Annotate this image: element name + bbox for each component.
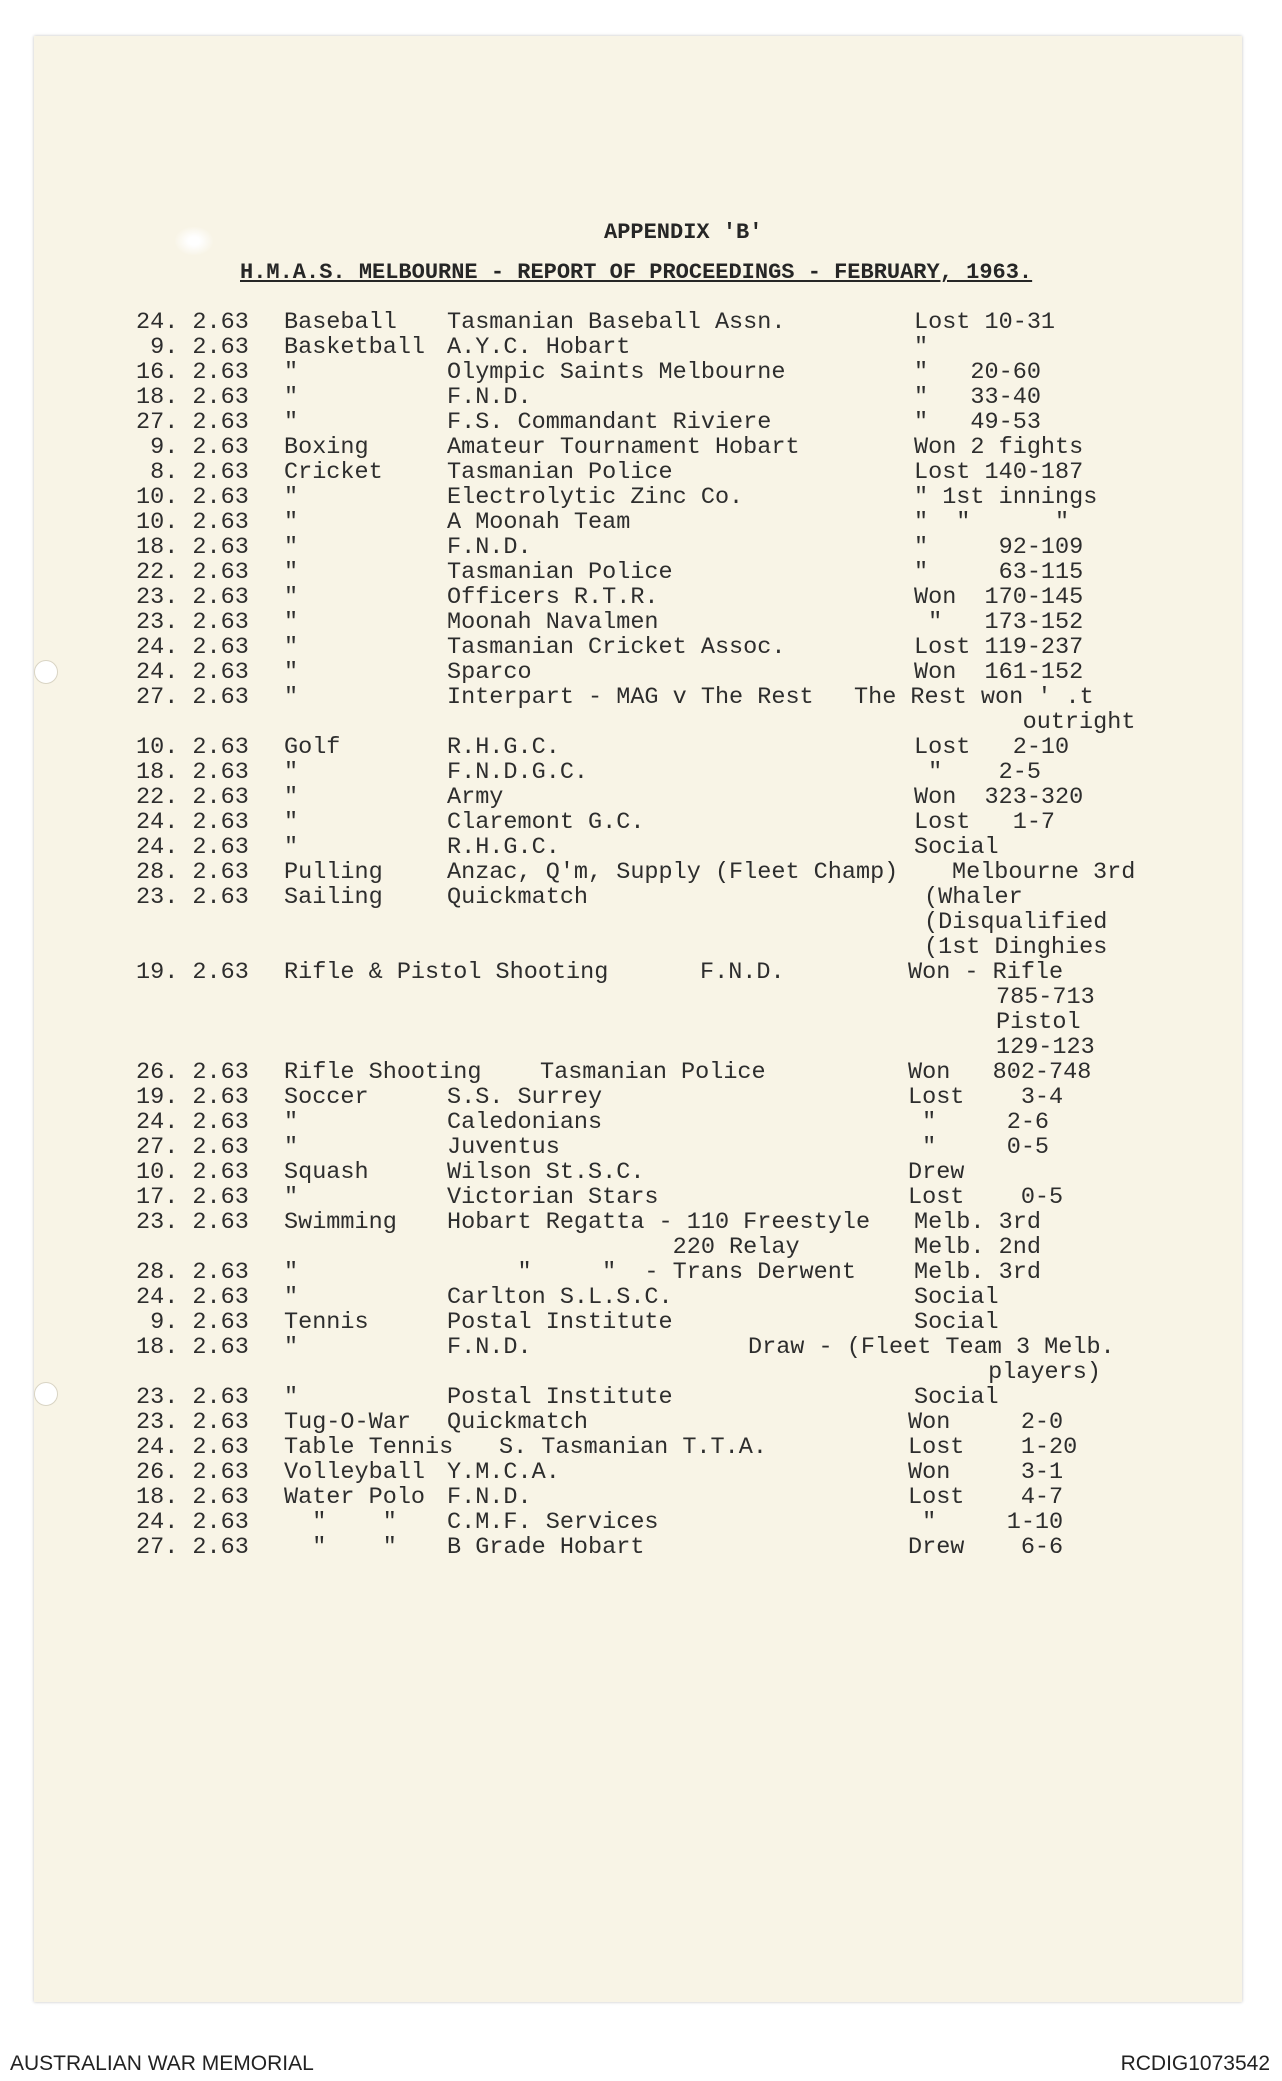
date-cell: 10. 2.63: [136, 734, 249, 761]
report-title: H.M.A.S. MELBOURNE - REPORT OF PROCEEDINGS - FEBRUARY, 1963.: [240, 260, 1033, 285]
date-cell: 23. 2.63: [136, 584, 249, 611]
table-row: [0, 935, 1282, 960]
table-row: [0, 1110, 1282, 1135]
sport-cell: ": [284, 509, 299, 536]
table-row: [0, 1085, 1282, 1110]
sport-cell: ": [284, 634, 299, 661]
table-row: [0, 435, 1282, 460]
sport-cell: Tug-O-War: [284, 1409, 411, 1436]
date-cell: 10. 2.63: [136, 1159, 249, 1186]
result-cell: Won 323-320: [914, 784, 1084, 811]
opponent-cell: Quickmatch: [447, 884, 589, 911]
table-row: [0, 710, 1282, 735]
opponent-cell: Carlton S.L.S.C.: [447, 1284, 673, 1311]
result-cell: Drew 6-6: [908, 1534, 1064, 1561]
date-cell: 16. 2.63: [136, 359, 249, 386]
date-cell: 23. 2.63: [136, 1384, 249, 1411]
result-cell: Lost 4-7: [908, 1484, 1064, 1511]
opponent-cell: Tasmanian Police: [540, 1059, 766, 1086]
result-cell: Lost 140-187: [914, 459, 1084, 486]
result-cell: Lost 119-237: [914, 634, 1084, 661]
date-cell: 19. 2.63: [136, 1084, 249, 1111]
opponent-cell: Quickmatch: [447, 1409, 589, 1436]
result-cell: ": [914, 334, 929, 361]
table-row: [0, 1060, 1282, 1085]
opponent-cell: Postal Institute: [447, 1309, 673, 1336]
opponent-cell: S. Tasmanian T.T.A.: [499, 1434, 767, 1461]
sport-cell: ": [284, 809, 299, 836]
sport-cell: ": [284, 1334, 299, 1361]
result-cell: players): [974, 1359, 1101, 1386]
date-cell: 23. 2.63: [136, 1209, 249, 1236]
date-cell: 17. 2.63: [136, 1184, 249, 1211]
result-cell: Social: [914, 1284, 999, 1311]
table-row: [0, 1260, 1282, 1285]
opponent-cell: F.N.D.G.C.: [447, 759, 589, 786]
opponent-cell: Claremont G.C.: [447, 809, 645, 836]
result-cell: " 63-115: [914, 559, 1084, 586]
result-cell: Won - Rifle: [908, 959, 1064, 986]
opponent-cell: Caledonians: [447, 1109, 603, 1136]
result-cell: (Disqualified: [924, 909, 1108, 936]
sport-cell: Pulling: [284, 859, 383, 886]
table-row: [0, 1135, 1282, 1160]
opponent-cell: Hobart Regatta - 110 Freestyle: [447, 1209, 871, 1236]
archive-reference: RCDIG1073542: [1120, 2052, 1270, 2075]
date-cell: 26. 2.63: [136, 1059, 249, 1086]
table-row: [0, 1360, 1282, 1385]
table-row: [0, 1160, 1282, 1185]
opponent-cell: Y.M.C.A.: [447, 1459, 560, 1486]
opponent-cell: Moonah Navalmen: [447, 609, 659, 636]
date-cell: 18. 2.63: [136, 759, 249, 786]
date-cell: 24. 2.63: [136, 634, 249, 661]
date-cell: 24. 2.63: [136, 1109, 249, 1136]
sport-cell: ": [284, 1109, 299, 1136]
sport-cell: ": [284, 584, 299, 611]
result-cell: Melb. 3rd: [914, 1209, 1041, 1236]
result-cell: Won 170-145: [914, 584, 1084, 611]
result-cell: " 33-40: [914, 384, 1041, 411]
sport-cell: ": [284, 1259, 299, 1286]
date-cell: 24. 2.63: [136, 1509, 249, 1536]
result-cell: The Rest won ' .t: [854, 684, 1094, 711]
date-cell: 26. 2.63: [136, 1459, 249, 1486]
date-cell: 9. 2.63: [136, 434, 249, 461]
result-cell: Pistol: [996, 1009, 1081, 1036]
result-cell: Won 2-0: [908, 1409, 1064, 1436]
table-row: [0, 785, 1282, 810]
result-cell: Social: [914, 1309, 999, 1336]
date-cell: 18. 2.63: [136, 1334, 249, 1361]
result-cell: " 92-109: [914, 534, 1084, 561]
opponent-cell: F.N.D.: [447, 384, 532, 411]
sport-cell: Golf: [284, 734, 341, 761]
date-cell: 23. 2.63: [136, 1409, 249, 1436]
result-cell: Won 3-1: [908, 1459, 1064, 1486]
sport-cell: Cricket: [284, 459, 383, 486]
result-cell: " 1st innings: [914, 484, 1098, 511]
result-cell: " 2-5: [914, 759, 1041, 786]
date-cell: 10. 2.63: [136, 509, 249, 536]
table-row: [0, 385, 1282, 410]
table-row: [0, 1035, 1282, 1060]
sport-cell: ": [284, 834, 299, 861]
date-cell: 22. 2.63: [136, 559, 249, 586]
table-row: [0, 1460, 1282, 1485]
paper-mark: [174, 226, 214, 256]
opponent-cell: R.H.G.C.: [447, 734, 560, 761]
result-cell: " 173-152: [914, 609, 1084, 636]
result-cell: Lost 3-4: [908, 1084, 1064, 1111]
table-row: [0, 1185, 1282, 1210]
opponent-cell: Amateur Tournament Hobart: [447, 434, 800, 461]
date-cell: 24. 2.63: [136, 1284, 249, 1311]
opponent-cell: B Grade Hobart: [447, 1534, 645, 1561]
sport-cell: Swimming: [284, 1209, 397, 1236]
opponent-cell: Tasmanian Baseball Assn.: [447, 309, 786, 336]
table-row: [0, 460, 1282, 485]
table-row: [0, 885, 1282, 910]
sport-cell: ": [284, 1284, 299, 1311]
date-cell: 27. 2.63: [136, 684, 249, 711]
sport-cell: ": [284, 609, 299, 636]
sport-cell: Sailing: [284, 884, 383, 911]
table-row: [0, 1385, 1282, 1410]
sport-cell: ": [284, 359, 299, 386]
appendix-heading: APPENDIX 'B': [604, 220, 763, 245]
date-cell: 27. 2.63: [136, 1534, 249, 1561]
table-row: [0, 735, 1282, 760]
result-cell: " 49-53: [914, 409, 1041, 436]
result-cell: " 0-5: [908, 1134, 1050, 1161]
sport-cell: " ": [284, 1534, 397, 1561]
table-row: [0, 1285, 1282, 1310]
table-row: [0, 1010, 1282, 1035]
sport-cell: ": [284, 384, 299, 411]
table-row: [0, 1510, 1282, 1535]
result-cell: Lost 1-20: [908, 1434, 1078, 1461]
date-cell: 24. 2.63: [136, 309, 249, 336]
date-cell: 24. 2.63: [136, 1434, 249, 1461]
result-cell: Melb. 2nd: [914, 1234, 1041, 1261]
result-cell: Lost 2-10: [914, 734, 1070, 761]
table-row: [0, 1235, 1282, 1260]
opponent-cell: Officers R.T.R.: [447, 584, 659, 611]
result-cell: Won 161-152: [914, 659, 1084, 686]
result-note-cell: Draw - (Fleet Team 3 Melb.: [748, 1334, 1115, 1361]
result-cell: 785-713: [996, 984, 1095, 1011]
table-row: [0, 910, 1282, 935]
opponent-cell: C.M.F. Services: [447, 1509, 659, 1536]
sport-cell: " ": [284, 1509, 397, 1536]
table-row: [0, 1410, 1282, 1435]
date-cell: 18. 2.63: [136, 534, 249, 561]
table-row: [0, 1535, 1282, 1560]
table-row: [0, 835, 1282, 860]
date-cell: 22. 2.63: [136, 784, 249, 811]
opponent-cell: Anzac, Q'm, Supply (Fleet Champ): [447, 859, 899, 886]
table-row: [0, 635, 1282, 660]
date-cell: 18. 2.63: [136, 1484, 249, 1511]
table-row: [0, 1435, 1282, 1460]
opponent-cell: F.N.D.: [700, 959, 785, 986]
sport-cell: Rifle & Pistol Shooting: [284, 959, 609, 986]
sport-cell: ": [284, 409, 299, 436]
table-row: [0, 485, 1282, 510]
date-cell: 28. 2.63: [136, 1259, 249, 1286]
opponent-cell: " " - Trans Derwent: [447, 1259, 856, 1286]
table-row: [0, 610, 1282, 635]
date-cell: 9. 2.63: [136, 334, 249, 361]
table-row: [0, 585, 1282, 610]
table-row: [0, 860, 1282, 885]
sport-cell: Soccer: [284, 1084, 369, 1111]
table-row: [0, 510, 1282, 535]
table-row: [0, 810, 1282, 835]
table-row: [0, 1210, 1282, 1235]
sport-cell: Table Tennis: [284, 1434, 454, 1461]
sport-cell: Rifle Shooting: [284, 1059, 482, 1086]
opponent-cell: F.N.D.: [447, 534, 532, 561]
opponent-cell: R.H.G.C.: [447, 834, 560, 861]
sport-cell: Basketball: [284, 334, 426, 361]
sport-cell: ": [284, 684, 299, 711]
date-cell: 10. 2.63: [136, 484, 249, 511]
result-cell: 129-123: [996, 1034, 1095, 1061]
opponent-cell: Interpart - MAG v The Rest: [447, 684, 814, 711]
result-cell: Lost 0-5: [908, 1184, 1064, 1211]
result-cell: Social: [914, 1384, 999, 1411]
result-cell: Won 802-748: [908, 1059, 1092, 1086]
opponent-cell: F.N.D.: [447, 1334, 532, 1361]
date-cell: 27. 2.63: [136, 1134, 249, 1161]
result-cell: " 1-10: [908, 1509, 1064, 1536]
opponent-cell: Postal Institute: [447, 1384, 673, 1411]
result-cell: Drew: [908, 1159, 965, 1186]
result-cell: outright: [938, 709, 1136, 736]
sport-cell: Baseball: [284, 309, 397, 336]
opponent-cell: A Moonah Team: [447, 509, 631, 536]
date-cell: 8. 2.63: [136, 459, 249, 486]
result-cell: Melb. 3rd: [914, 1259, 1041, 1286]
date-cell: 9. 2.63: [136, 1309, 249, 1336]
archive-credit: AUSTRALIAN WAR MEMORIAL: [10, 2052, 314, 2075]
table-row: [0, 310, 1282, 335]
table-row: [0, 560, 1282, 585]
opponent-cell: Tasmanian Police: [447, 559, 673, 586]
result-cell: Won 2 fights: [914, 434, 1084, 461]
opponent-cell: Electrolytic Zinc Co.: [447, 484, 744, 511]
sport-cell: ": [284, 534, 299, 561]
sport-cell: ": [284, 784, 299, 811]
opponent-cell: S.S. Surrey: [447, 1084, 603, 1111]
opponent-cell: Tasmanian Cricket Assoc.: [447, 634, 786, 661]
date-cell: 18. 2.63: [136, 384, 249, 411]
opponent-cell: Wilson St.S.C.: [447, 1159, 645, 1186]
table-row: [0, 335, 1282, 360]
opponent-cell: F.N.D.: [447, 1484, 532, 1511]
result-cell: " " ": [914, 509, 1070, 536]
date-cell: 19. 2.63: [136, 959, 249, 986]
sport-cell: ": [284, 1184, 299, 1211]
result-cell: Melbourne 3rd: [952, 859, 1136, 886]
date-cell: 23. 2.63: [136, 884, 249, 911]
table-row: [0, 960, 1282, 985]
date-cell: 24. 2.63: [136, 659, 249, 686]
sport-cell: Water Polo: [284, 1484, 426, 1511]
table-row: [0, 1335, 1282, 1360]
opponent-cell: Army: [447, 784, 504, 811]
table-row: [0, 1310, 1282, 1335]
table-row: [0, 685, 1282, 710]
table-row: [0, 985, 1282, 1010]
sport-cell: ": [284, 759, 299, 786]
table-row: [0, 360, 1282, 385]
sport-cell: ": [284, 1384, 299, 1411]
sport-cell: Volleyball: [284, 1459, 426, 1486]
sport-cell: ": [284, 1134, 299, 1161]
opponent-cell: A.Y.C. Hobart: [447, 334, 631, 361]
result-cell: " 2-6: [908, 1109, 1050, 1136]
result-cell: Lost 1-7: [914, 809, 1056, 836]
result-cell: Social: [914, 834, 999, 861]
result-cell: (1st Dinghies: [924, 934, 1108, 961]
table-row: [0, 410, 1282, 435]
table-row: [0, 660, 1282, 685]
opponent-cell: 220 Relay: [447, 1234, 800, 1261]
sport-cell: ": [284, 559, 299, 586]
opponent-cell: Tasmanian Police: [447, 459, 673, 486]
sport-cell: ": [284, 484, 299, 511]
opponent-cell: Olympic Saints Melbourne: [447, 359, 786, 386]
date-cell: 23. 2.63: [136, 609, 249, 636]
result-cell: " 20-60: [914, 359, 1041, 386]
result-cell: (Whaler: [924, 884, 1023, 911]
opponent-cell: Juventus: [447, 1134, 560, 1161]
opponent-cell: Sparco: [447, 659, 532, 686]
sport-cell: Squash: [284, 1159, 369, 1186]
opponent-cell: F.S. Commandant Riviere: [447, 409, 772, 436]
date-cell: 28. 2.63: [136, 859, 249, 886]
table-row: [0, 535, 1282, 560]
sport-cell: Tennis: [284, 1309, 369, 1336]
sport-cell: ": [284, 659, 299, 686]
date-cell: 24. 2.63: [136, 809, 249, 836]
result-cell: Lost 10-31: [914, 309, 1056, 336]
table-row: [0, 760, 1282, 785]
opponent-cell: Victorian Stars: [447, 1184, 659, 1211]
date-cell: 24. 2.63: [136, 834, 249, 861]
table-row: [0, 1485, 1282, 1510]
date-cell: 27. 2.63: [136, 409, 249, 436]
sport-cell: Boxing: [284, 434, 369, 461]
